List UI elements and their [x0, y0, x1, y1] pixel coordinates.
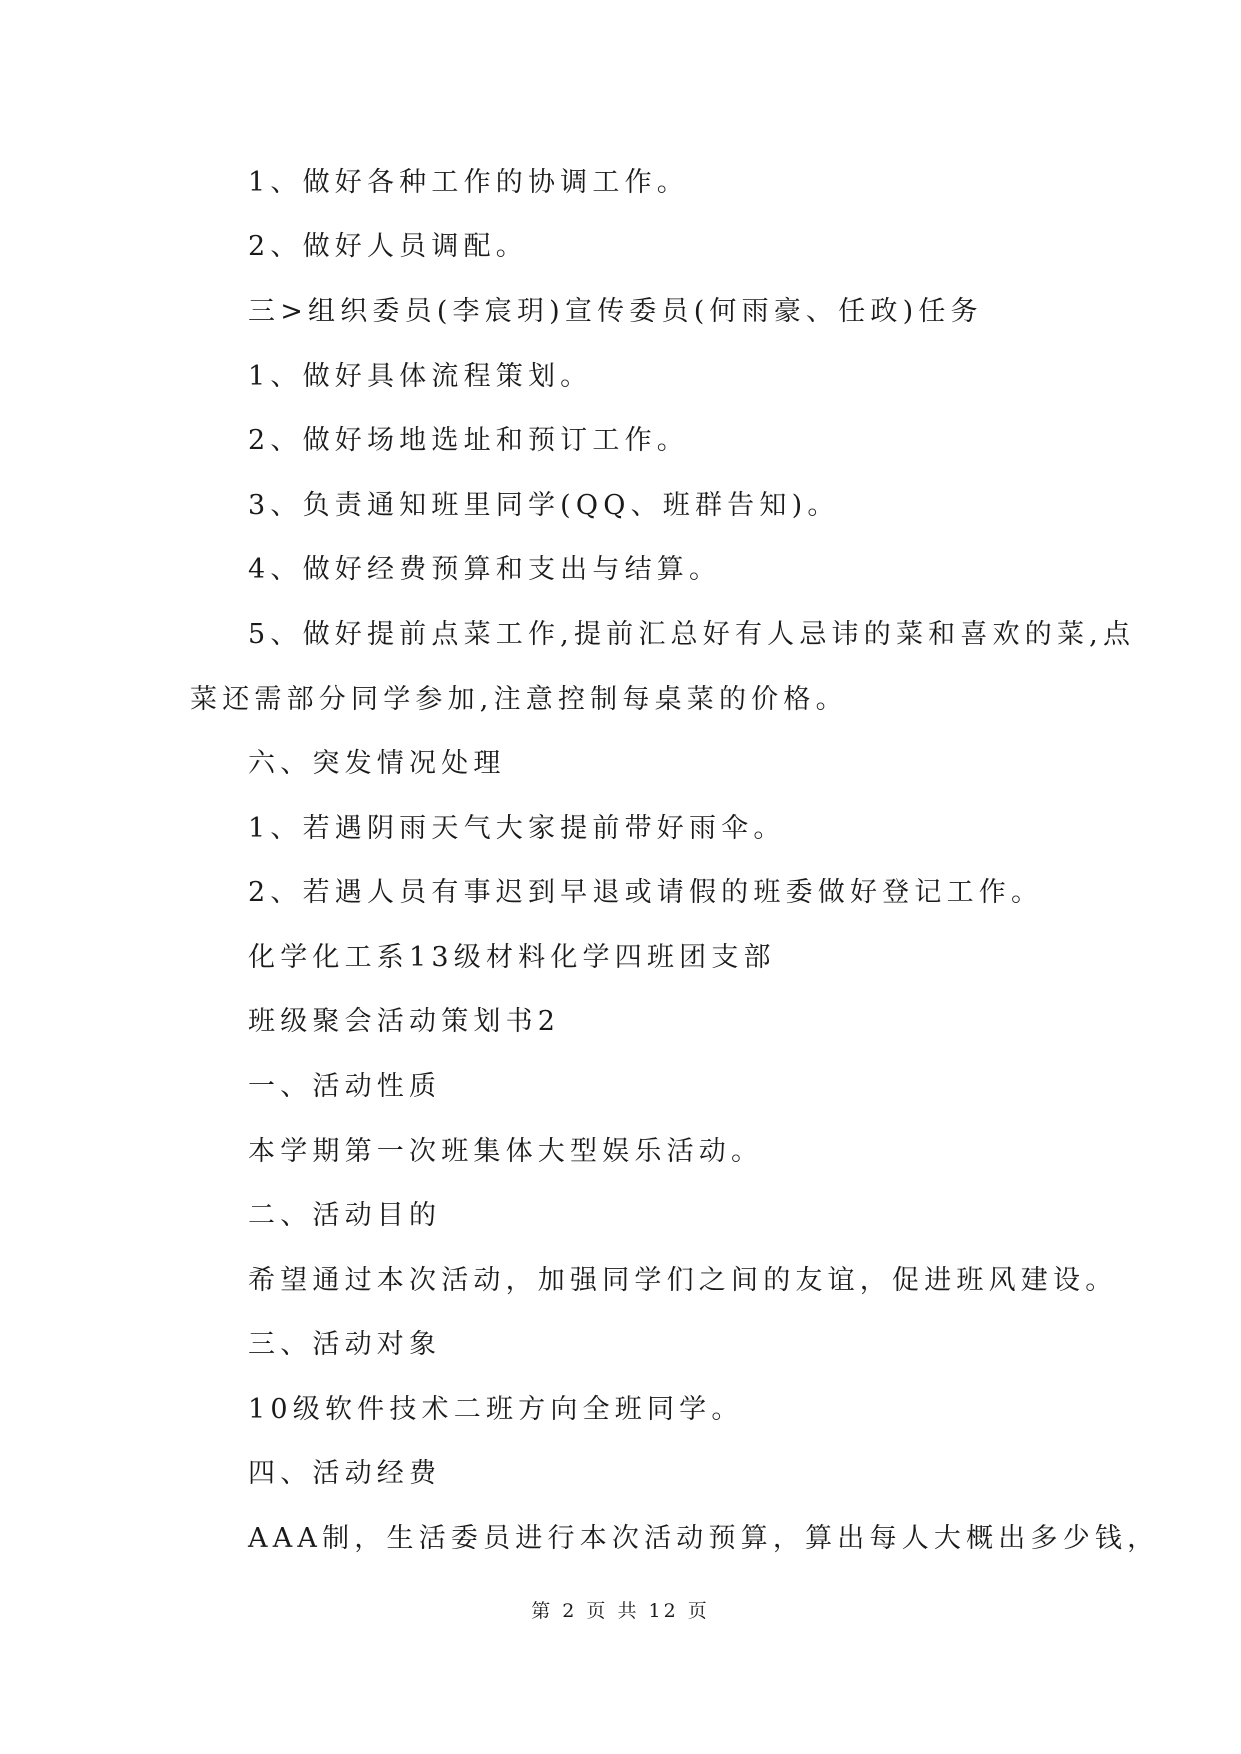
text-line: 希望通过本次活动，加强同学们之间的友谊，促进班风建设。: [248, 1265, 1118, 1296]
text-line: 4、做好经费预算和支出与结算。: [248, 554, 722, 585]
signature-line: 化学化工系13级材料化学四班团支部: [248, 942, 776, 973]
text-line: 2、做好人员调配。: [248, 231, 528, 262]
text-line: 2、做好场地选址和预订工作。: [248, 425, 689, 456]
text-line: 三>组织委员(李宸玥)宣传委员(何雨豪、任政)任务: [248, 296, 983, 327]
text-line: 1、做好各种工作的协调工作。: [248, 167, 689, 198]
section-heading: 四、活动经费: [248, 1458, 442, 1489]
text-line: 菜还需部分同学参加,注意控制每桌菜的价格。: [190, 684, 848, 715]
section-heading: 三、活动对象: [248, 1329, 442, 1360]
section-heading: 六、突发情况处理: [248, 748, 506, 779]
text-line: 10级软件技术二班方向全班同学。: [248, 1394, 744, 1425]
text-line: AAA制，生活委员进行本次活动预算，算出每人大概出多少钱，: [248, 1523, 1160, 1554]
text-line: 2、若遇人员有事迟到早退或请假的班委做好登记工作。: [248, 877, 1044, 908]
page-footer: 第 2 页 共 12 页: [531, 1600, 710, 1622]
text-line: 1、做好具体流程策划。: [248, 361, 593, 392]
document-title: 班级聚会活动策划书2: [248, 1006, 561, 1037]
text-line: 5、做好提前点菜工作,提前汇总好有人忌讳的菜和喜欢的菜,点: [248, 619, 1136, 650]
text-line: 3、负责通知班里同学(QQ、班群告知)。: [248, 490, 840, 521]
text-line: 1、若遇阴雨天气大家提前带好雨伞。: [248, 813, 786, 844]
section-heading: 二、活动目的: [248, 1200, 442, 1231]
section-heading: 一、活动性质: [248, 1071, 442, 1102]
text-line: 本学期第一次班集体大型娱乐活动。: [248, 1136, 764, 1167]
